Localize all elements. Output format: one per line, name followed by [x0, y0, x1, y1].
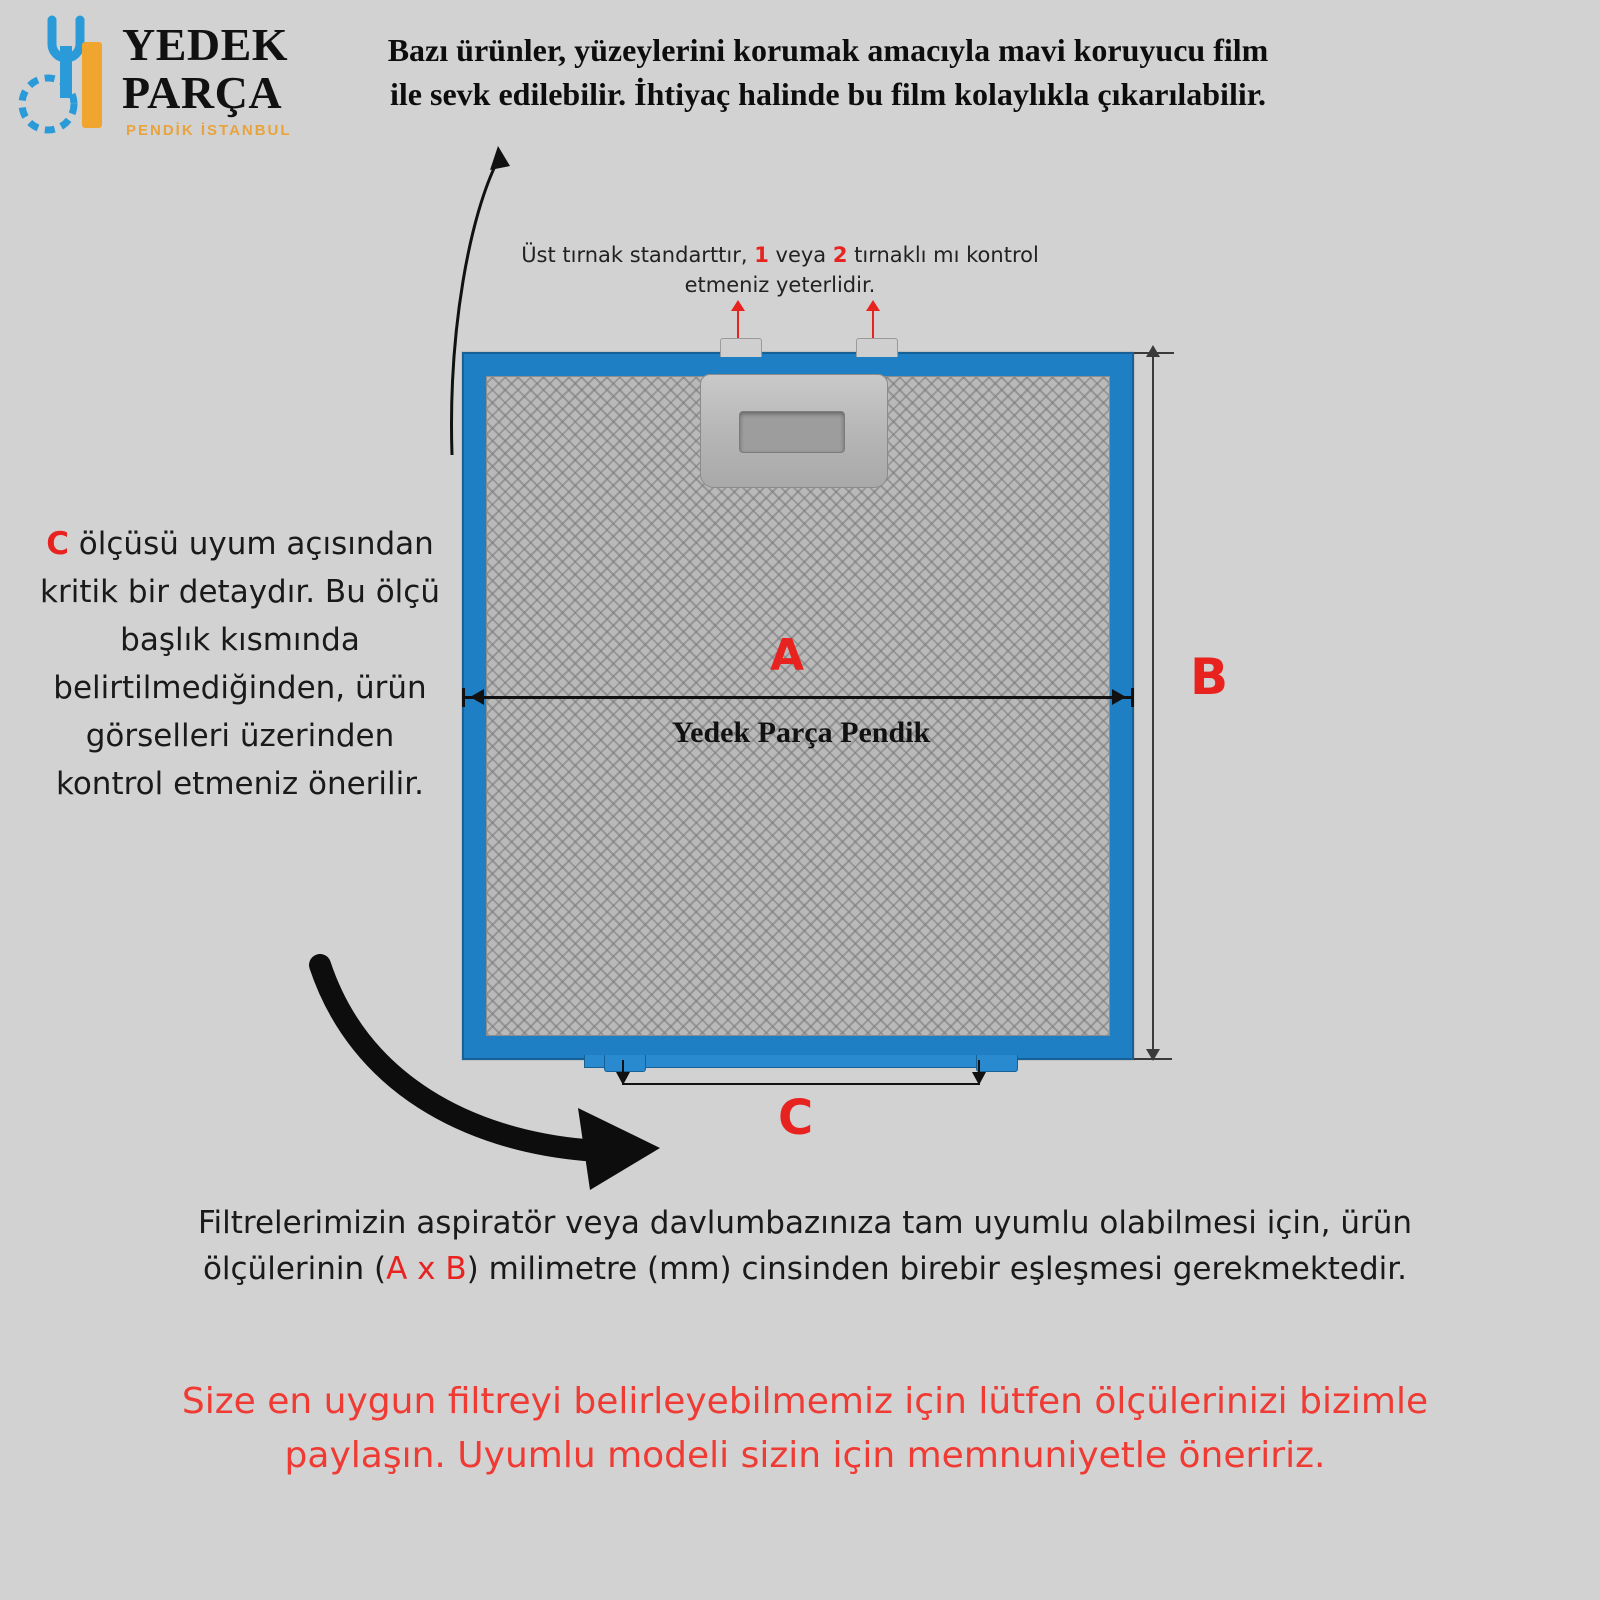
headline-text: Bazı ürünler, yüzeylerini korumak amacıyla mavi koruyucu film ile sevk edilebilir. İhtiyaç halinde bu film kolaylıkla çıkarılabilir. [387, 32, 1269, 112]
tab-note-num2: 2 [832, 243, 848, 267]
measure-line-b [1152, 352, 1154, 1060]
compatibility-note-highlight: A x B [386, 1251, 467, 1287]
measure-label-b: B [1190, 648, 1229, 706]
filter-diagram [462, 352, 1134, 1060]
c-measure-note [40, 520, 440, 808]
handle-slot [739, 411, 845, 453]
measure-b-arrow-top [1146, 345, 1160, 357]
measure-b-arrow-bottom [1146, 1049, 1160, 1061]
contact-call-to-action: Size en uygun filtreyi belirleyebilmemiz için lütfen ölçülerinizi bizimle paylaşın. Uyumlu modeli sizin için memnuniyetle öneririz. [181, 1381, 1429, 1476]
tab-note-part2: veya [768, 243, 833, 267]
measure-a-arrow-right [1112, 689, 1126, 705]
brand-subtitle: PENDİK İSTANBUL [126, 122, 292, 139]
bottom-tab-1 [604, 1055, 646, 1072]
measure-a-arrow-left [470, 689, 484, 705]
compatibility-note [130, 1200, 1480, 1292]
c-measure-letter: C [46, 526, 69, 562]
brand-line1: YEDEK [122, 19, 289, 70]
bottom-tab-2 [976, 1055, 1018, 1072]
measure-label-c: C [778, 1090, 814, 1146]
measure-c-arrow-right [972, 1072, 986, 1085]
compatibility-note-before: Filtrelerimizin aspiratör veya davlumbazınıza tam uyumlu olabilmesi için, ürün ölçülerinin ( [197, 1205, 1413, 1287]
measure-line-a [462, 696, 1134, 699]
tab-note-part1: Üst tırnak standarttır, [521, 243, 755, 267]
brand-line2: PARÇA [122, 67, 283, 118]
bottom-lip [584, 1055, 1016, 1068]
tab-note-part3: tırnaklı mı kontrol etmeniz yeterlidir. [684, 243, 1039, 297]
top-tab-2 [856, 338, 898, 357]
compatibility-note-after: ) milimetre (mm) cinsinden birebir eşleşmesi gerekmektedir. [466, 1251, 1408, 1287]
measure-label-a: A [770, 630, 805, 681]
top-tab-1 [720, 338, 762, 357]
c-measure-text: ölçüsü uyum açısından kritik bir detaydır. Bu ölçü başlık kısmında belirtilmediğinden, ürün görselleri üzerinden kontrol etmeniz önerilir. [40, 526, 440, 802]
brand-logo [18, 8, 338, 148]
tab-note-num1: 1 [754, 243, 769, 267]
brand-wordmark [122, 19, 289, 118]
measure-line-c [622, 1083, 980, 1085]
filter-handle [700, 374, 888, 488]
measure-c-arrow-left [616, 1072, 630, 1085]
diagram-watermark: Yedek Parça Pendik [671, 716, 931, 749]
tab-note [520, 240, 1040, 300]
wrench-gear-icon [18, 12, 114, 140]
